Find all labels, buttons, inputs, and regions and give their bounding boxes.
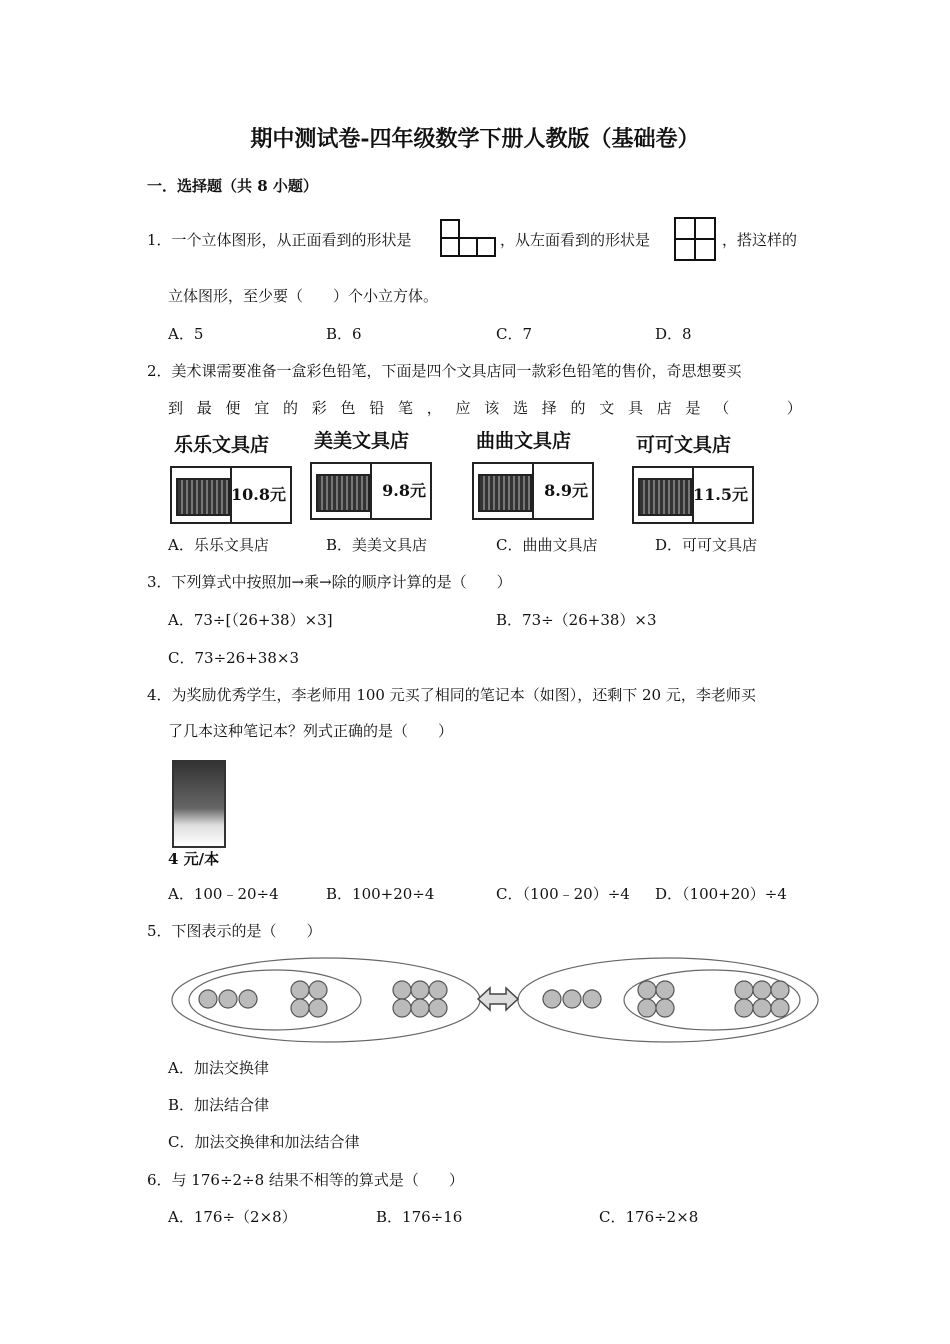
q1-stem-part2: ，从左面看到的形状是 [500,231,651,249]
q2-option-b[interactable]: B．美美文具店 [326,536,428,554]
q3-option-b[interactable]: B．73÷（26+38）×3 [496,611,657,629]
q5-option-b[interactable]: B．加法结合律 [168,1096,270,1114]
left-view-figure [674,217,718,263]
q3-option-c[interactable]: C．73÷26+38×3 [168,649,299,667]
pencil-box-image [316,474,370,512]
q2-option-a[interactable]: A．乐乐文具店 [168,536,269,554]
shop-name: 曲曲文具店 [476,430,572,452]
notebook-image [172,760,226,848]
shop-name: 乐乐文具店 [174,434,270,456]
q1-option-c[interactable]: C．7 [496,325,533,343]
notebook-price-label: 4 元/本 [168,850,220,868]
q2-stem-line1: 2．美术课需要准备一盒彩色铅笔，下面是四个文具店同一款彩色铅笔的售价，奇思想要买 [147,362,742,380]
shop-name: 可可文具店 [636,434,732,456]
q2-stem-line2: 到 最 便 宜 的 彩 色 铅 笔 ， 应 该 选 择 的 文 具 店 是 （ ） [168,399,802,417]
shop-price: 11.5元 [693,485,748,504]
q1-option-a[interactable]: A．5 [168,325,204,343]
q1-stem-line2: 立体图形，至少要（ ）个小立方体。 [168,287,439,305]
q6-option-a[interactable]: A．176÷（2×8） [168,1208,297,1226]
q5-option-c[interactable]: C．加法交换律和加法结合律 [168,1133,360,1151]
q1-option-d[interactable]: D．8 [655,325,692,343]
double-arrow-icon [478,988,518,1010]
section-heading: 一．选择题（共 8 小题） [147,177,318,195]
q1-stem-part3: ，搭这样的 [722,231,798,249]
q3-stem: 3．下列算式中按照加→乘→除的顺序计算的是（ ） [147,573,512,591]
shop-price: 9.8元 [382,481,426,500]
q5-stem: 5．下图表示的是（ ） [147,922,322,940]
q2-option-d[interactable]: D．可可文具店 [655,536,758,554]
shop-price: 10.8元 [231,485,286,504]
q4-option-c[interactable]: C．（100﹣20）÷4 [496,885,630,903]
pencil-box-image [478,474,532,512]
shop-price: 8.9元 [544,481,588,500]
front-view-figure [440,219,496,261]
q6-option-c[interactable]: C．176÷2×8 [599,1208,699,1226]
shop-name: 美美文具店 [314,430,410,452]
q2-option-c[interactable]: C．曲曲文具店 [496,536,598,554]
q4-option-d[interactable]: D．（100+20）÷4 [655,885,787,903]
q4-stem-line1: 4．为奖励优秀学生，李老师用 100 元买了相同的笔记本（如图），还剩下 20 元，李老师买 [147,686,756,704]
q1-stem-part1: 1．一个立体图形，从正面看到的形状是 [147,231,412,249]
q6-option-b[interactable]: B．176÷16 [376,1208,463,1226]
q1-option-b[interactable]: B．6 [326,325,362,343]
page-title: 期中测试卷-四年级数学下册人教版（基础卷） [250,126,700,152]
pencil-box-image [176,478,230,516]
q4-option-a[interactable]: A．100﹣20÷4 [168,885,279,903]
q6-stem: 6．与 176÷2÷8 结果不相等的算式是（ ） [147,1171,464,1189]
q5-option-a[interactable]: A．加法交换律 [168,1059,269,1077]
q4-stem-line2: 了几本这种笔记本？列式正确的是（ ） [168,722,454,740]
q4-option-b[interactable]: B．100+20÷4 [326,885,435,903]
associative-law-diagram [168,955,824,1047]
q3-option-a[interactable]: A．73÷[（26+38）×3] [168,611,333,629]
pencil-box-image [638,478,692,516]
